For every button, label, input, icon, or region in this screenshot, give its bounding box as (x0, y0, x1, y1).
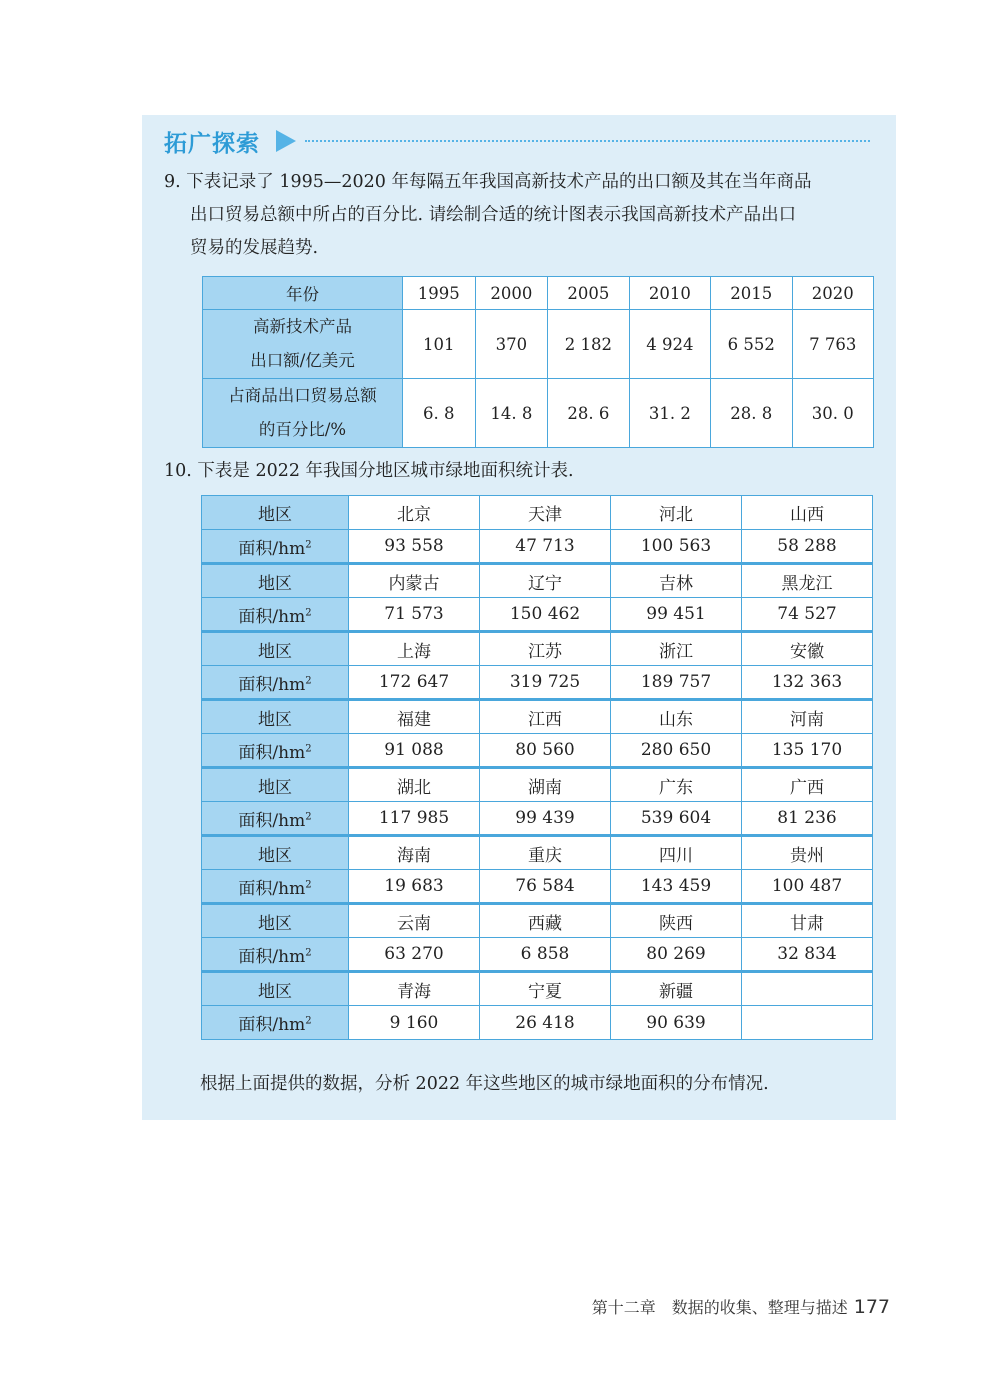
area-header-cell (202, 938, 349, 972)
table-row (203, 277, 874, 310)
area-cell: 80 269 (611, 938, 742, 972)
region-cell: 新疆 (611, 972, 742, 1006)
header-cell: 年份 (203, 277, 403, 310)
value-cell: 7 763 (792, 310, 873, 379)
dotted-divider (305, 140, 870, 142)
row-label-cell (203, 310, 403, 379)
page-footer (592, 1295, 890, 1318)
area-cell: 91 088 (349, 734, 480, 768)
area-unit-superscript: 2 (305, 946, 312, 958)
area-cell: 90 639 (611, 1006, 742, 1040)
area-header-cell (202, 870, 349, 904)
region-row (202, 836, 873, 870)
area-cell: 26 418 (480, 1006, 611, 1040)
area-unit-label: 面积/hm (238, 878, 306, 899)
region-cell: 陕西 (611, 904, 742, 938)
region-cell: 西藏 (480, 904, 611, 938)
area-cell: 80 560 (480, 734, 611, 768)
area-cell: 319 725 (480, 666, 611, 700)
region-cell: 福建 (349, 700, 480, 734)
region-cell: 重庆 (480, 836, 611, 870)
region-header-cell: 地区 (202, 768, 349, 802)
region-cell: 北京 (349, 496, 480, 530)
year-cell: 2000 (475, 277, 548, 310)
region-header-cell: 地区 (202, 564, 349, 598)
area-unit-label: 面积/hm (238, 1015, 306, 1035)
area-cell: 117 985 (349, 802, 480, 836)
area-row (202, 530, 873, 564)
region-header-cell: 地区 (202, 836, 349, 870)
region-cell: 广东 (611, 768, 742, 802)
year-cell: 1995 (403, 277, 476, 310)
region-header-cell: 地区 (202, 496, 349, 530)
region-cell: 内蒙古 (349, 564, 480, 598)
region-cell: 黑龙江 (742, 564, 873, 598)
area-header-cell (202, 1006, 349, 1040)
area-cell: 99 451 (611, 598, 742, 632)
year-cell: 2005 (548, 277, 629, 310)
area-cell: 47 713 (480, 530, 611, 564)
area-unit-superscript: 2 (305, 538, 312, 550)
question-10-instruction: 根据上面提供的数据，分析 2022 年这些地区的城市绿地面积的分布情况. (200, 1074, 769, 1094)
region-cell: 江苏 (480, 632, 611, 666)
region-cell: 宁夏 (480, 972, 611, 1006)
area-unit-superscript: 2 (305, 1015, 312, 1027)
region-cell: 湖南 (480, 768, 611, 802)
region-row (202, 632, 873, 666)
area-unit-superscript: 2 (305, 606, 312, 618)
area-unit-label: 面积/hm (238, 674, 306, 695)
area-header-cell (202, 666, 349, 700)
area-unit-label: 面积/hm (238, 538, 306, 559)
region-cell: 江西 (480, 700, 611, 734)
area-unit-superscript: 2 (305, 810, 312, 822)
area-cell: 100 487 (742, 870, 873, 904)
value-cell: 30. 0 (792, 379, 873, 448)
region-cell: 青海 (349, 972, 480, 1006)
area-unit-superscript: 2 (305, 742, 312, 754)
area-cell: 280 650 (611, 734, 742, 768)
area-cell: 63 270 (349, 938, 480, 972)
year-cell: 2010 (629, 277, 710, 310)
area-row (202, 1006, 873, 1040)
region-cell: 云南 (349, 904, 480, 938)
value-cell: 28. 8 (711, 379, 792, 448)
chapter-title: 第十二章 数据的收集、整理与描述 (591, 1298, 848, 1317)
region-row (202, 564, 873, 598)
area-header-cell (202, 802, 349, 836)
area-cell: 135 170 (742, 734, 873, 768)
region-cell (742, 972, 873, 1006)
year-cell: 2020 (792, 277, 873, 310)
region-cell: 上海 (349, 632, 480, 666)
area-cell: 93 558 (349, 530, 480, 564)
value-cell: 31. 2 (629, 379, 710, 448)
triangle-arrow-icon (276, 130, 296, 152)
area-row (202, 666, 873, 700)
row-label-line: 的百分比/% (258, 420, 347, 439)
value-cell: 4 924 (629, 310, 710, 379)
table-row (203, 310, 874, 379)
area-cell: 71 573 (349, 598, 480, 632)
area-row (202, 598, 873, 632)
area-unit-superscript: 2 (305, 878, 312, 890)
area-header-cell (202, 734, 349, 768)
value-cell: 370 (475, 310, 548, 379)
area-row (202, 938, 873, 972)
value-cell: 14. 8 (475, 379, 548, 448)
area-cell: 99 439 (480, 802, 611, 836)
area-cell: 172 647 (349, 666, 480, 700)
region-cell: 湖北 (349, 768, 480, 802)
value-cell: 28. 6 (548, 379, 629, 448)
region-cell: 辽宁 (480, 564, 611, 598)
region-cell: 河北 (611, 496, 742, 530)
area-cell: 150 462 (480, 598, 611, 632)
value-cell: 6 552 (711, 310, 792, 379)
region-header-cell: 地区 (202, 700, 349, 734)
region-cell: 贵州 (742, 836, 873, 870)
area-cell: 189 757 (611, 666, 742, 700)
value-cell: 2 182 (548, 310, 629, 379)
row-label-line: 出口额/亿美元 (250, 351, 355, 370)
area-cell: 76 584 (480, 870, 611, 904)
area-cell: 132 363 (742, 666, 873, 700)
question-9-line-2: 出口贸易总额中所占的百分比. 请绘制合适的统计图表示我国高新技术产品出口 (190, 205, 797, 225)
green-area-table (201, 495, 873, 1040)
region-row (202, 496, 873, 530)
area-cell: 9 160 (349, 1006, 480, 1040)
section-header (164, 124, 296, 158)
region-cell: 山东 (611, 700, 742, 734)
area-unit-label: 面积/hm (238, 742, 306, 763)
row-label-cell (203, 379, 403, 448)
area-cell: 58 288 (742, 530, 873, 564)
question-9-text (164, 166, 884, 265)
region-cell: 山西 (742, 496, 873, 530)
region-row (202, 904, 873, 938)
region-cell: 广西 (742, 768, 873, 802)
value-cell: 101 (403, 310, 476, 379)
area-cell: 143 459 (611, 870, 742, 904)
region-header-cell: 地区 (202, 972, 349, 1006)
area-header-cell (202, 530, 349, 564)
area-cell: 539 604 (611, 802, 742, 836)
area-row (202, 802, 873, 836)
area-unit-label: 面积/hm (238, 946, 306, 967)
row-label-line: 占商品出口贸易总额 (228, 386, 377, 405)
page-number: 177 (853, 1296, 890, 1318)
area-cell: 100 563 (611, 530, 742, 564)
section-title: 拓广探索 (164, 130, 260, 157)
region-row (202, 972, 873, 1006)
region-cell: 河南 (742, 700, 873, 734)
question-9-line-1: 9. 下表记录了 1995—2020 年每隔五年我国高新技术产品的出口额及其在当年商品 (164, 172, 812, 192)
area-cell: 19 683 (349, 870, 480, 904)
region-cell: 海南 (349, 836, 480, 870)
table-row (203, 379, 874, 448)
row-label-line: 高新技术产品 (253, 317, 352, 336)
area-cell: 32 834 (742, 938, 873, 972)
question-10-text: 10. 下表是 2022 年我国分地区城市绿地面积统计表. (164, 461, 574, 481)
region-header-cell: 地区 (202, 904, 349, 938)
value-cell: 6. 8 (403, 379, 476, 448)
area-cell: 74 527 (742, 598, 873, 632)
region-cell: 浙江 (611, 632, 742, 666)
region-cell: 安徽 (742, 632, 873, 666)
area-unit-label: 面积/hm (238, 606, 306, 627)
area-cell: 81 236 (742, 802, 873, 836)
export-table (202, 276, 874, 448)
region-header-cell: 地区 (202, 632, 349, 666)
region-cell: 天津 (480, 496, 611, 530)
area-unit-label: 面积/hm (238, 810, 306, 831)
area-row (202, 870, 873, 904)
region-cell: 甘肃 (742, 904, 873, 938)
region-cell: 吉林 (611, 564, 742, 598)
region-row (202, 700, 873, 734)
year-cell: 2015 (711, 277, 792, 310)
region-row (202, 768, 873, 802)
area-header-cell (202, 598, 349, 632)
area-cell: 6 858 (480, 938, 611, 972)
area-unit-superscript: 2 (305, 674, 312, 686)
question-9-line-3: 贸易的发展趋势. (190, 238, 319, 258)
region-cell: 四川 (611, 836, 742, 870)
area-cell (742, 1006, 873, 1040)
area-row (202, 734, 873, 768)
